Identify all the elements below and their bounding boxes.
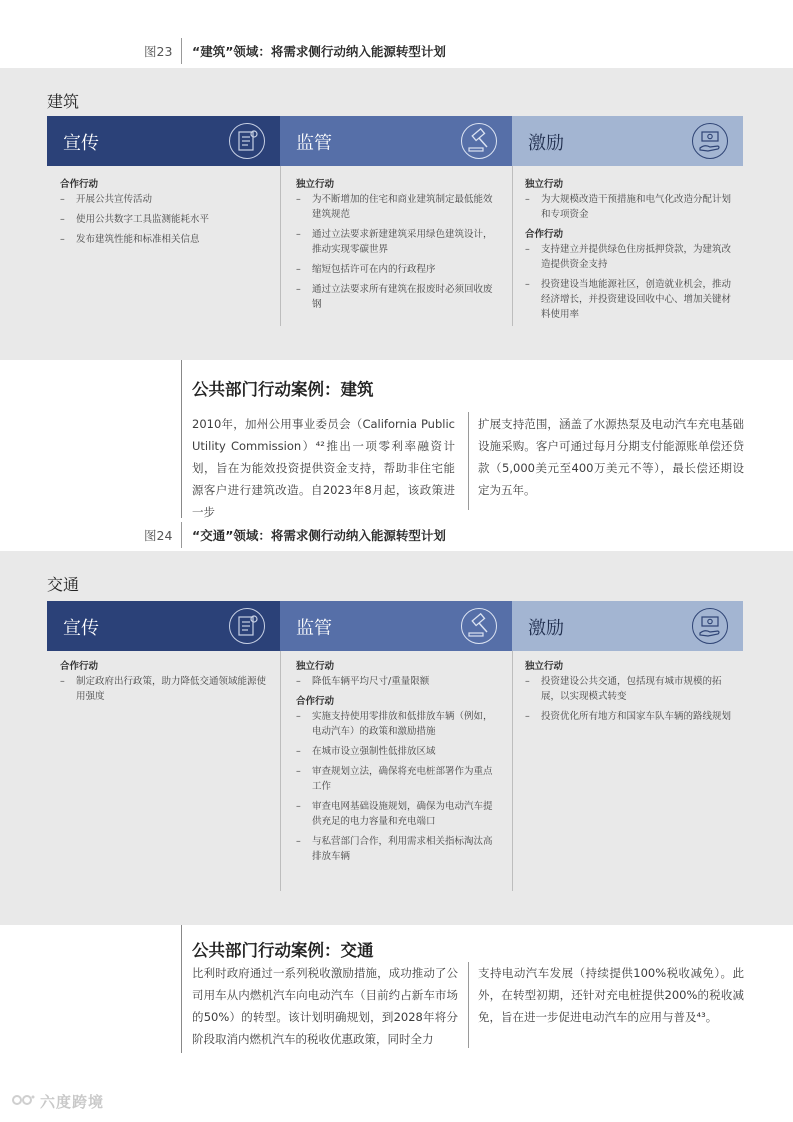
list-item: – 为不断增加的住宅和商业建筑制定最低能效建筑规范 — [296, 192, 496, 222]
money-hand-icon — [691, 607, 729, 645]
figure-title: “建筑”领域：将需求侧行动纳入能源转型计划 — [192, 44, 446, 59]
case-column-divider — [468, 412, 469, 510]
figure-24-caption — [0, 522, 793, 548]
header-regulation — [280, 116, 512, 166]
list-item: – 开展公共宣传活动 — [60, 192, 270, 207]
action-list — [525, 192, 737, 222]
list-item: – 制定政府出行政策，助力降低交通领域能源使用强度 — [60, 674, 270, 704]
case-divider — [181, 925, 182, 1053]
list-item: – 通过立法要求新建建筑采用绿色建筑设计，推动实现零碳世界 — [296, 227, 496, 257]
figure-number: 图23 — [144, 44, 173, 59]
group-title: 独立行动 — [296, 661, 335, 672]
transport-col-regulation — [296, 660, 496, 870]
gavel-icon — [460, 122, 498, 160]
list-item: – 投资建设公共交通，包括现有城市规模的拓展，以实现模式转变 — [525, 674, 737, 704]
header-regulation — [280, 601, 512, 651]
buildings-col-publicity — [60, 178, 270, 253]
case-title: 公共部门行动案例：交通 — [192, 941, 374, 960]
transport-col-publicity — [60, 660, 270, 710]
action-list — [60, 674, 270, 704]
case-title: 公共部门行动案例：建筑 — [192, 380, 374, 399]
document-icon — [228, 122, 266, 160]
list-item: – 审查电网基础设施规划，确保为电动汽车提供充足的电力容量和充电端口 — [296, 799, 496, 829]
header-label: 监管 — [296, 618, 332, 639]
action-list — [525, 242, 737, 322]
transport-col-incentive — [525, 660, 737, 730]
list-item: – 发布建筑性能和标准相关信息 — [60, 232, 270, 247]
list-item: – 与私营部门合作，利用需求相关指标淘汰高排放车辆 — [296, 834, 496, 864]
action-list — [60, 192, 270, 247]
list-item: – 实施支持使用零排放和低排放车辆（例如，电动汽车）的政策和激励措施 — [296, 709, 496, 739]
group-title: 独立行动 — [525, 661, 564, 672]
buildings-col-regulation — [296, 178, 496, 318]
list-item: – 缩短包括许可在内的行政程序 — [296, 262, 496, 277]
header-label: 宣传 — [63, 618, 99, 639]
column-divider — [280, 166, 281, 326]
list-item: – 在城市设立强制性低排放区域 — [296, 744, 496, 759]
case-column-divider — [468, 962, 469, 1048]
header-label: 宣传 — [63, 133, 99, 154]
case-text-right: 扩展支持范围，涵盖了水源热泵及电动汽车充电基础设施采购。客户可通过每月分期支付能源账单偿还贷款（5,000美元至400万美元不等），最长偿还期设定为五年。 — [478, 417, 744, 497]
list-item: – 支持建立并提供绿色住房抵押贷款，为建筑改造提供资金支持 — [525, 242, 737, 272]
figure-title: “交通”领域：将需求侧行动纳入能源转型计划 — [192, 528, 446, 543]
column-divider — [512, 166, 513, 326]
figure-23-caption — [0, 38, 793, 64]
transport-panel — [0, 551, 793, 925]
document-icon — [228, 607, 266, 645]
header-label: 激励 — [528, 618, 564, 639]
case-text-right: 支持电动汽车发展（持续提供100%税收减免）。此外，在转型初期，还针对充电桩提供200%的税收减免，旨在进一步促进电动汽车的应用与普及⁴³。 — [478, 966, 744, 1024]
list-item: – 为大规模改造干预措施和电气化改造分配计划和专项资金 — [525, 192, 737, 222]
header-incentive — [512, 601, 743, 651]
sector-title: 交通 — [47, 575, 80, 594]
case-text-left: 比利时政府通过一系列税收激励措施，成功推动了公司用车从内燃机汽车向电动汽车（目前约占新车市场的50%）的转型。该计划明确规划，到2028年将分阶段取消内燃机汽车的税收优惠政策，同时全力 — [192, 966, 458, 1046]
watermark-text: 六度跨境 — [40, 1093, 105, 1111]
list-item: – 降低车辆平均尺寸/重量限额 — [296, 674, 496, 689]
group-title: 合作行动 — [60, 179, 99, 190]
sector-title: 建筑 — [47, 92, 80, 111]
column-divider — [512, 651, 513, 891]
watermark — [12, 1091, 104, 1112]
group-title: 独立行动 — [525, 179, 564, 190]
buildings-col-incentive — [525, 178, 737, 328]
list-item: – 使用公共数字工具监测能耗水平 — [60, 212, 270, 227]
column-divider — [280, 651, 281, 891]
header-publicity — [47, 601, 280, 651]
case-text-left: 2010年，加州公用事业委员会（California Public Utility Commission）⁴²推出一项零利率融资计划，旨在为能效投资提供资金支持，帮助非住宅能源客户进行建筑改造。自2023年8月起，该政策进一步 — [192, 417, 455, 519]
list-item: – 审查规划立法，确保将充电桩部署作为重点工作 — [296, 764, 496, 794]
list-item: – 通过立法要求所有建筑在报废时必须回收废钢 — [296, 282, 496, 312]
list-item: – 投资建设当地能源社区，创造就业机会，推动经济增长，并投资建设回收中心、增加关键材料使用率 — [525, 277, 737, 322]
group-title: 合作行动 — [296, 696, 335, 707]
caption-divider — [181, 522, 182, 548]
group-title: 合作行动 — [525, 229, 564, 240]
action-list — [296, 192, 496, 312]
buildings-panel — [0, 68, 793, 360]
action-list — [296, 674, 496, 689]
gavel-icon — [460, 607, 498, 645]
figure-number: 图24 — [144, 528, 173, 543]
watermark-logo-icon — [12, 1093, 36, 1107]
header-label: 监管 — [296, 133, 332, 154]
action-list — [525, 674, 737, 724]
header-label: 激励 — [528, 133, 564, 154]
list-item: – 投资优化所有地方和国家车队车辆的路线规划 — [525, 709, 737, 724]
action-list — [296, 709, 496, 864]
case-divider — [181, 360, 182, 518]
header-publicity — [47, 116, 280, 166]
header-incentive — [512, 116, 743, 166]
caption-divider — [181, 38, 182, 64]
money-hand-icon — [691, 122, 729, 160]
group-title: 独立行动 — [296, 179, 335, 190]
group-title: 合作行动 — [60, 661, 99, 672]
